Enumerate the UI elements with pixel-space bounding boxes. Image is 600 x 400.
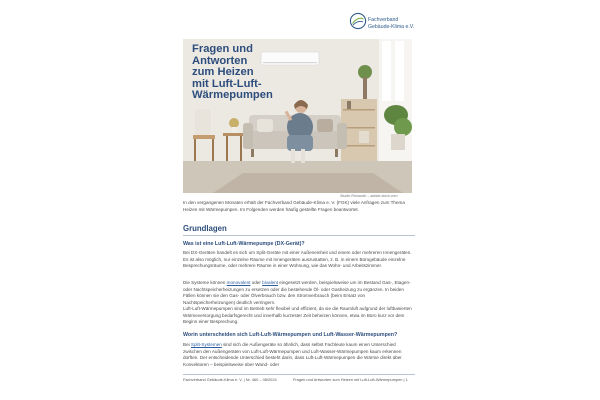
answer-paragraph-1: Bei DX-Geräten handelt es sich um Split-Geräte mit einer Außeneinheit und einem oder mehreren Innengeräten. Es ist also möglich, nur einzelne Räume mit Innengeräten auszustatten, z. B. in einem Bürogebäude einzelne Besprechungsräume, oder mehrere Räume in einer Wohnung, wie das Wohn- und Arbeitszimmer. xyxy=(183,250,412,268)
answer-paragraph-4 xyxy=(183,342,415,368)
section-divider xyxy=(183,235,415,236)
hero-title xyxy=(192,44,302,102)
logo-mark-icon xyxy=(349,12,367,30)
logo-line-1: Fachverband xyxy=(368,17,399,23)
link-bivalent[interactable]: bivalent xyxy=(262,280,279,285)
link-split-systemen[interactable]: Split-Systemen xyxy=(190,342,222,347)
hero-title-line: Fragen und xyxy=(192,43,253,55)
question-heading-2: Worin unterscheiden sich Luft-Luft-Wärmepumpen und Luft-Wasser-Wärmepumpen? xyxy=(183,332,398,338)
hero-photo xyxy=(183,39,412,193)
question-heading-1: Was ist eine Luft-Luft-Wärmepumpe (DX-Gerät)? xyxy=(183,241,305,247)
intro-paragraph: In den vergangenen Monaten erhält der Fachverband Gebäude-Klima e. V. (FGK) viele Anfragen zum Thema Heizen mit Wärmepumpen. Im Folgenden werden häufig gestellte Fragen beantwortet. xyxy=(183,200,405,212)
section-heading: Grundlagen xyxy=(183,224,227,233)
text-run: oder xyxy=(250,280,263,285)
link-monovalent[interactable]: monovalent xyxy=(226,280,251,285)
answer-paragraph-3: Luft-Luft-Wärmepumpen sind im Betrieb sehr flexibel und effizient, da sie die Raumluft aufgrund der luftbasierten Wärmeversorgung bedarfsgerecht und innerhalb kurzester Zeit beheizen können, etwa im Büro kurz vor dem Beginn einer Besprechung. xyxy=(183,306,412,324)
text-run: Die Systeme können xyxy=(183,280,227,285)
hero-title-line: Wärmepumpen xyxy=(192,89,273,102)
fgk-logo xyxy=(349,12,421,36)
footer-divider xyxy=(183,374,415,375)
answer-paragraph-2 xyxy=(183,280,415,306)
hero-title-line: zum Heizen xyxy=(192,66,254,79)
footer-right: Fragen und Antworten zum Heizen mit Luft-Luft-Wärmepumpen | 1 xyxy=(293,377,408,382)
text-run: sind sich die Außengeräte so ähnlich, dass selbst Fachleute kaum einen Unterschied zwischen den Außengeräten von Luft-Luft-Wärmepumpen und Luft-Wasser-Wärmepumpen kaum erkennen dürften. Der entscheidende Unterschied besteht darin, dass Luft-Luft-Wärmepumpen die Wärme direkt über Konvektoren – beispielsweise über Wand- oder xyxy=(183,342,402,367)
photo-credit: Studio Romantic – adobe.stock.com xyxy=(340,194,398,198)
hero-title-line: mit Luft-Luft- xyxy=(192,77,262,90)
hero-title-line: Antworten xyxy=(192,54,248,67)
text-run: eingesetzt werden, beispielsweise um im Bestand Gas-, Etagen- oder Nachtspeicherheizungen zu ersetzen oder die bestehende Öl- oder Gasheizung zu ergänzen. In beiden Fällen können sie den Gas- oder Ölverbrauch bzw. den Stromverbrauch (beim Ersatz von Nachtspeicherheizungen) deutlich verringern. xyxy=(183,280,411,305)
logo-line-2: Gebäude-Klima e.V. xyxy=(368,23,415,30)
footer-left: Fachverband Gebäude-Klima e. V. | Nr. 460 – 08/2024 xyxy=(183,377,277,382)
text-run: Bei xyxy=(183,342,191,347)
